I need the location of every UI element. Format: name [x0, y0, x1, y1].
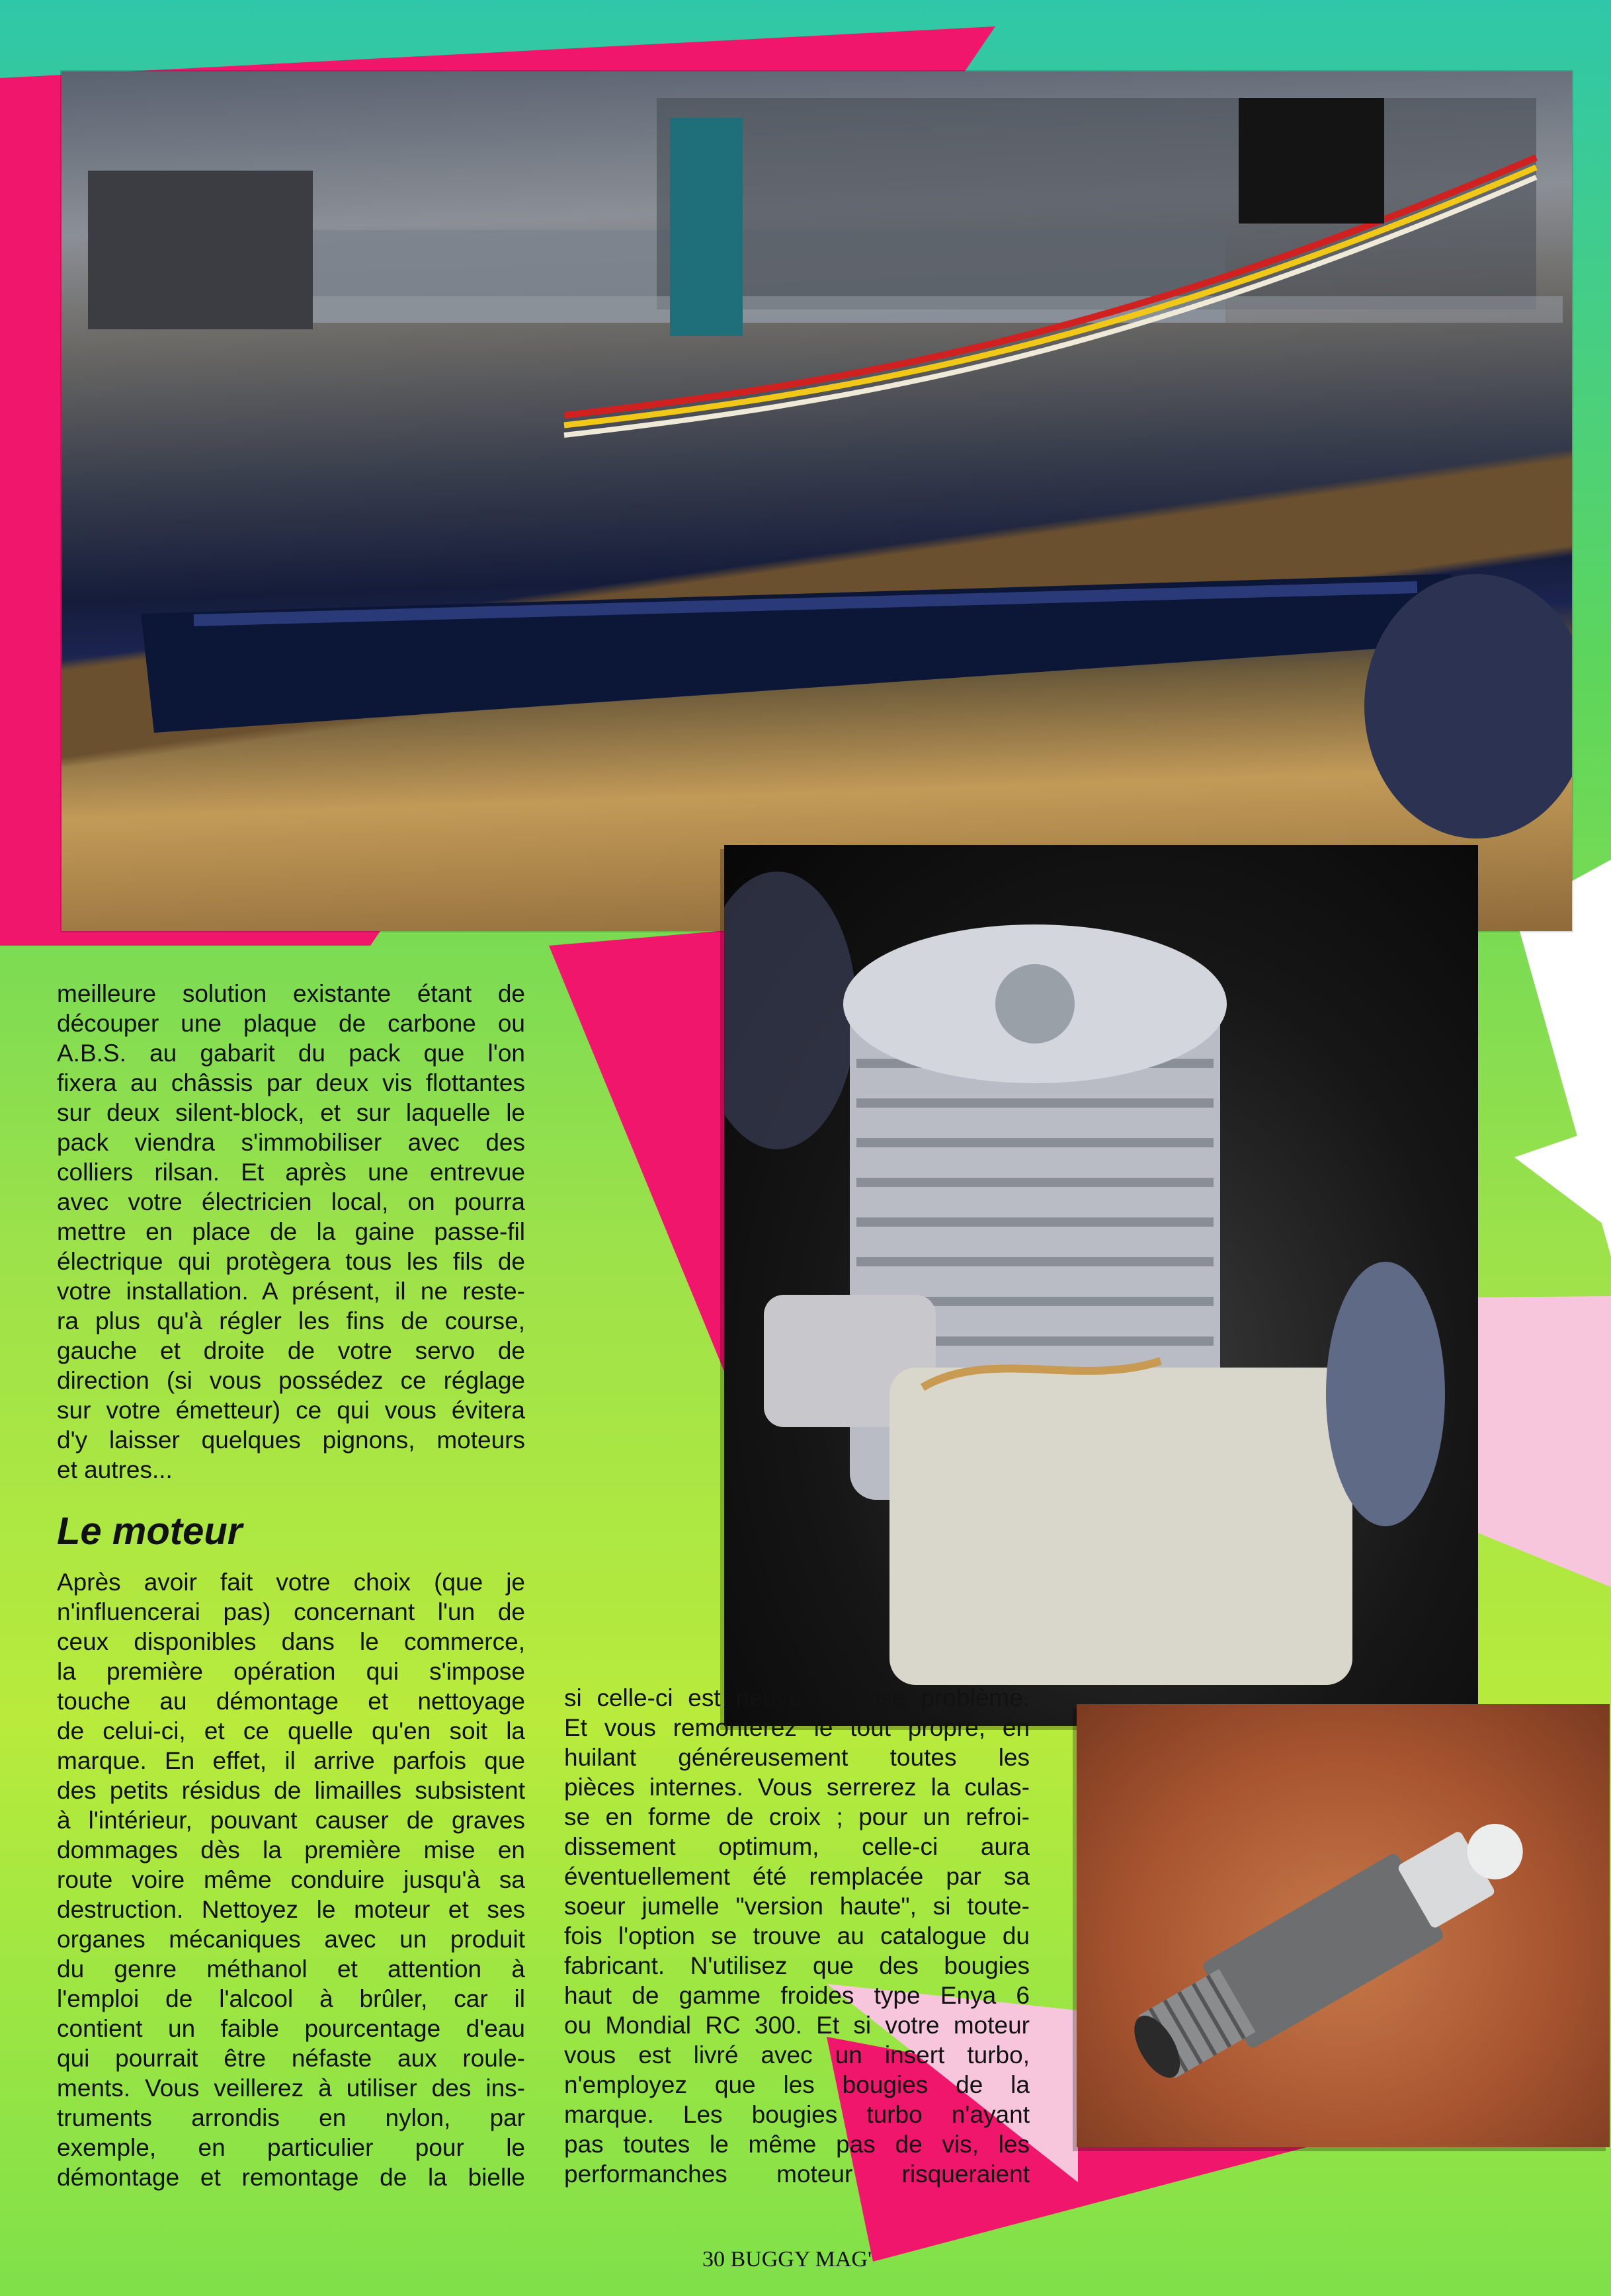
article-line: à l'intérieur, pouvant causer de graves	[57, 1807, 525, 1834]
article-line: ceux disponibles dans le commerce,	[57, 1628, 525, 1655]
white-stripe-mid	[1514, 1124, 1611, 1230]
article-line: performanches moteur risqueraient	[564, 2160, 1030, 2188]
article-line: du genre méthanol et attention à	[57, 1955, 525, 1983]
engine-photo-art	[724, 845, 1478, 1726]
article-line: contient un faible pourcentage d'eau	[57, 2015, 525, 2042]
section-heading: Le moteur	[57, 1510, 243, 1553]
article-line: avec votre électricien local, on pourra	[57, 1188, 525, 1215]
article-line: des petits résidus de limailles subsistent	[57, 1777, 525, 1804]
engine-photo	[724, 845, 1478, 1726]
page-footer: 30 BUGGY MAG'	[702, 2247, 872, 2272]
article-line: l'emploi de l'alcool à brûler, car il	[57, 1985, 525, 2012]
article-line: gauche et droite de votre servo de	[57, 1337, 525, 1364]
article-line: huilant généreusement toutes les	[564, 1744, 1030, 1771]
article-column-left-bottom	[57, 1567, 525, 2192]
article-line: de celui-ci, et ce quelle qu'en soit la	[57, 1717, 525, 1744]
article-line: pièces internes. Vous serrerez la culas-	[564, 1774, 1030, 1801]
article-line: pack viendra s'immobiliser avec des	[57, 1129, 525, 1156]
glow-plug-photo	[1077, 1704, 1610, 2147]
article-line: électrique qui protègera tous les fils de	[57, 1248, 525, 1275]
article-line: n'influencerai pas) concernant l'un de	[57, 1598, 525, 1625]
article-line: mettre en place de la gaine passe-fil	[57, 1218, 525, 1245]
article-line: fixera au châssis par deux vis flottantes	[57, 1069, 525, 1096]
article-line: d'y laisser quelques pignons, moteurs	[57, 1426, 525, 1454]
article-line: et autres...	[57, 1456, 173, 1483]
article-column-left-top	[57, 979, 525, 1485]
article-line: fois l'option se trouve au catalogue du	[564, 1922, 1030, 1949]
article-line: exemple, en particulier pour le	[57, 2134, 525, 2161]
article-line: truments arrondis en nylon, par	[57, 2104, 525, 2131]
article-line: destruction. Nettoyez le moteur et ses	[57, 1896, 525, 1923]
article-line: haut de gamme froides type Enya 6	[564, 1982, 1030, 2009]
article-line: qui pourrait être néfaste aux roule-	[57, 2045, 525, 2072]
article-line: sur votre émetteur) ce qui vous évitera	[57, 1397, 525, 1424]
article-line: pas toutes le même pas de vis, les	[564, 2131, 1030, 2158]
article-line: se en forme de croix ; pour un refroi-	[564, 1803, 1030, 1830]
article-line: marque. Les bougies turbo n'ayant	[564, 2101, 1030, 2128]
article-line: démontage et remontage de la bielle	[57, 2164, 525, 2191]
article-line: si celle-ci est neuve et pose problème.	[564, 1684, 1030, 1711]
article-line: ra plus qu'à régler les fins de course,	[57, 1307, 525, 1334]
article-line: ou Mondial RC 300. Et si votre moteur	[564, 2012, 1030, 2039]
article-line: Et vous remonterez le tout propre, en	[564, 1714, 1030, 1741]
article-line: direction (si vous possédez ce réglage	[57, 1367, 525, 1394]
glow-plug-photo-art	[1077, 1704, 1610, 2147]
article-line: dommages dès la première mise en	[57, 1836, 525, 1864]
article-line: fabricant. N'utilisez que des bougies	[564, 1952, 1030, 1979]
article-line: votre installation. A présent, il ne reste-	[57, 1278, 525, 1305]
article-line: vous est livré avec un insert turbo,	[564, 2041, 1030, 2069]
article-line: sur deux silent-block, et sur laquelle le	[57, 1099, 525, 1126]
article-line: organes mécaniques avec un produit	[57, 1926, 525, 1953]
article-line: route voire même conduire jusqu'à sa	[57, 1866, 525, 1893]
article-line: A.B.S. au gabarit du pack que l'on	[57, 1040, 525, 1067]
article-line: éventuellement été remplacée par sa	[564, 1863, 1030, 1890]
article-line: soeur jumelle "version haute", si toute-	[564, 1893, 1030, 1920]
article-line: colliers rilsan. Et après une entrevue	[57, 1159, 525, 1186]
chassis-photo-art	[62, 71, 1572, 931]
article-line: touche au démontage et nettoyage	[57, 1688, 525, 1715]
article-line: la première opération qui s'impose	[57, 1658, 525, 1685]
article-column-right	[564, 1683, 1030, 2189]
chassis-photo	[62, 71, 1572, 931]
article-line: n'employez que les bougies de la	[564, 2071, 1030, 2098]
article-line: découper une plaque de carbone ou	[57, 1010, 525, 1037]
article-line: dissement optimum, celle-ci aura	[564, 1833, 1030, 1860]
article-line: meilleure solution existante étant de	[57, 980, 525, 1007]
article-line: ments. Vous veillerez à utiliser des ins-	[57, 2074, 525, 2102]
article-line: Après avoir fait votre choix (que je	[57, 1569, 525, 1596]
article-line: marque. En effet, il arrive parfois que	[57, 1747, 525, 1774]
